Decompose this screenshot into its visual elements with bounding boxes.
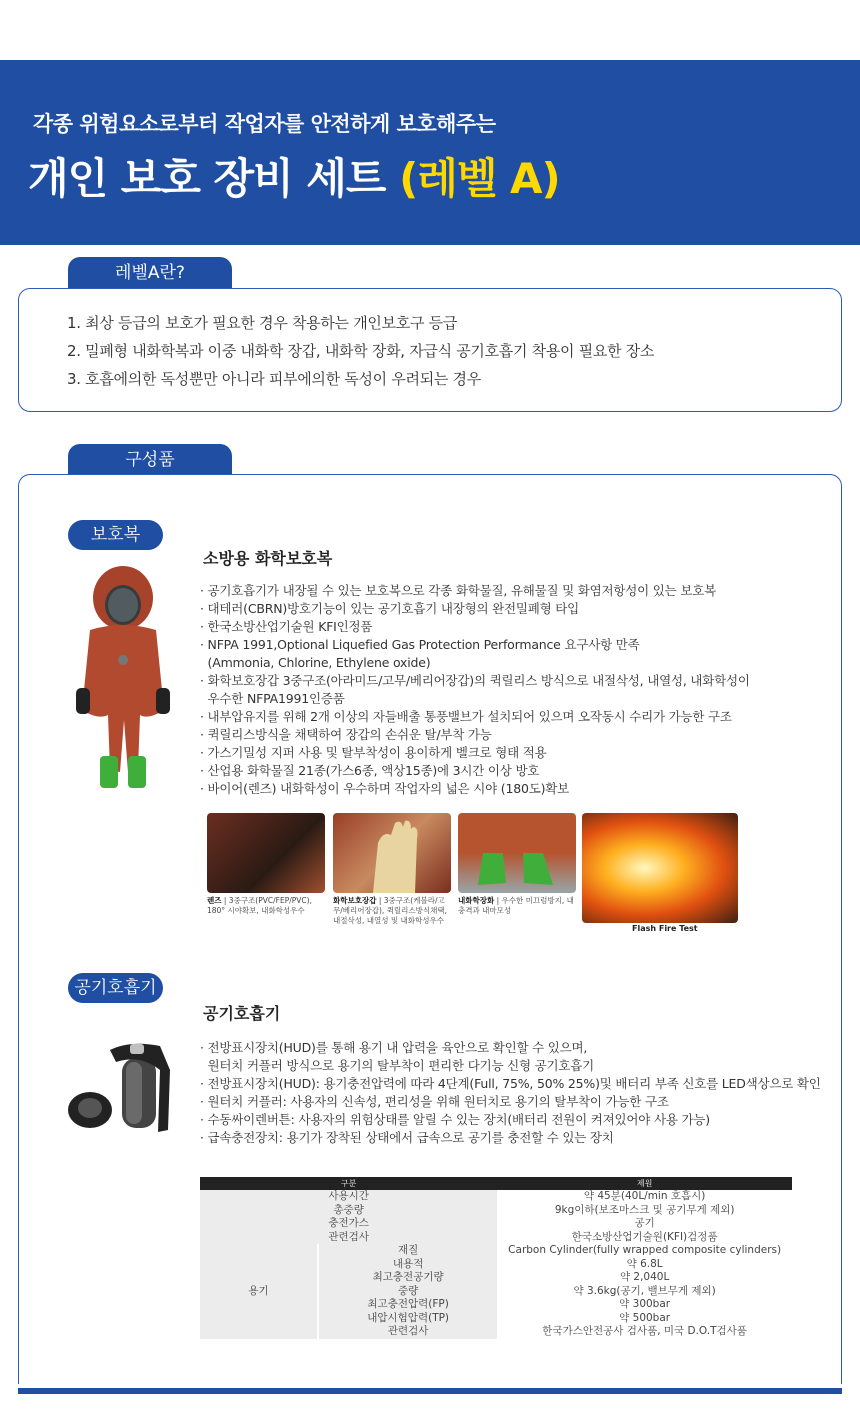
scba-bullet: · 수동싸이렌버튼: 사용자의 위험상태를 알릴 수 있는 장치(배터리 전원이 켜져있어야 사용 가능) [200, 1112, 710, 1127]
suit-bullet: · 퀵릴리스방식을 채택하여 장갑의 손쉬운 탈/부착 가능 [200, 727, 492, 742]
scba-bullet: · 전방표시장치(HUD): 용기충전압력에 따라 4단계(Full, 75%, 50% 25%)및 배터리 부족 신호를 LED색상으로 확인 [200, 1076, 821, 1091]
suit-bullet: · 한국소방산업기술원 KFI인정품 [200, 619, 373, 634]
lens-caption [207, 896, 327, 916]
suit-title: 소방용 화학보호복 [203, 549, 333, 568]
lens-photo [207, 813, 325, 893]
table-row [200, 1231, 792, 1245]
level-a-box [18, 288, 842, 412]
level-a-list [67, 309, 654, 393]
spec-label: 재질 [318, 1244, 497, 1258]
scba-image [60, 1040, 190, 1140]
spec-value: 약 500bar [619, 1311, 671, 1324]
spec-value: 한국소방산업기술원(KFI)검정품 [571, 1230, 718, 1243]
boot-caption [458, 896, 576, 916]
suit-bullet: · 바이어(렌즈) 내화학성이 우수하며 작업자의 넓은 시야 (180도)확보 [200, 781, 570, 796]
components-tab: 구성품 [68, 444, 232, 476]
hero-title-highlight: (레벨 A) [399, 154, 560, 203]
suit-bullet: · 산업용 화학물질 21종(가스6종, 액상15종)에 3시간 이상 방호 [200, 763, 540, 778]
spec-label: 관련검사 [200, 1231, 497, 1245]
spec-value: 한국가스안전공사 검사품, 미국 D.O.T검사품 [542, 1325, 747, 1337]
table-row [200, 1204, 792, 1218]
spec-label: 최고충전압력(FP) [318, 1298, 497, 1312]
spec-head-value: 제원 [497, 1177, 792, 1190]
suit-bullet-list [200, 582, 750, 798]
scba-bullet-list [200, 1039, 821, 1147]
hero-title-main: 개인 보호 장비 세트 [28, 154, 386, 203]
suit-bullet: (Ammonia, Chlorine, Ethylene oxide) [200, 655, 431, 670]
suit-bullet: · 공기호흡기가 내장될 수 있는 보호복으로 각종 화학물질, 유해물질 및 화염저항성이 있는 보호복 [200, 583, 716, 598]
spec-value: 약 45분(40L/min 호흡시) [583, 1190, 706, 1202]
spec-value: 9kg이하(보조마스크 및 공기무게 제외) [554, 1203, 735, 1216]
hero-banner [0, 60, 860, 245]
glove-caption-title: 화학보호장갑 [333, 896, 377, 905]
spec-table-header [200, 1177, 792, 1190]
table-row [200, 1217, 792, 1231]
bottom-divider [18, 1388, 842, 1394]
spec-value: 약 2,040L [619, 1271, 670, 1283]
spec-label: 사용시간 [200, 1190, 497, 1204]
flash-fire-caption: Flash Fire Test [632, 924, 698, 933]
table-row [200, 1244, 792, 1258]
lens-caption-text: | 3중구조(PVC/FEP/PVC), 180° 시야확보, 내화학성우수 [207, 896, 312, 915]
hero-subtitle: 각종 위험요소로부터 작업자를 안전하게 보호해주는 [33, 112, 496, 136]
level-a-item: 1. 최상 등급의 보호가 필요한 경우 착용하는 개인보호구 등급 [67, 314, 458, 332]
suit-bullet: · NFPA 1991,Optional Liquefied Gas Protection Performance 요구사항 만족 [200, 637, 640, 652]
suit-bullet: · 대테러(CBRN)방호기능이 있는 공기호흡기 내장형의 완전밀폐형 타입 [200, 601, 580, 616]
boot-caption-title: 내화학장화 [458, 896, 495, 905]
level-a-item: 2. 밀폐형 내화학복과 이중 내화학 장갑, 내화학 장화, 자급식 공기호흡기 착용이 필요한 장소 [67, 342, 655, 360]
glove-caption-text: | 3중구조(케블라/고무/베리어장갑), 퀵릴리스방식채택, 내절삭성, 내열성 및 내화학성우수 [333, 896, 448, 925]
scba-bullet: · 원터치 커플러: 사용자의 신속성, 편리성을 위해 원터치로 용기의 탈부착이 가능한 구조 [200, 1094, 669, 1109]
flash-fire-photo [582, 813, 738, 923]
glove-caption [333, 896, 453, 926]
spec-label: 내압시험압력(TP) [318, 1312, 497, 1326]
level-a-item: 3. 호흡에의한 독성뿐만 아니라 피부에의한 독성이 우려되는 경우 [67, 370, 481, 388]
spec-label: 총중량 [200, 1204, 497, 1218]
scba-bullet: · 급속충전장치: 용기가 장착된 상태에서 급속으로 공기를 충전할 수 있는 장치 [200, 1130, 614, 1145]
spec-value: Carbon Cylinder(fully wrapped composite cylinders) [508, 1244, 782, 1256]
spec-label: 최고충전공기량 [318, 1271, 497, 1285]
boot-icon [458, 813, 576, 893]
spec-value: 약 300bar [619, 1298, 671, 1310]
level-a-tab: 레벨A란? [68, 257, 232, 289]
spec-label: 관련검사 [318, 1325, 497, 1339]
spec-head-category: 구분 [200, 1177, 497, 1190]
hero-title [28, 146, 560, 206]
boot-caption-text: | 우수한 미끄럼방지, 내충격과 내마모성 [458, 896, 574, 915]
lens-caption-title: 렌즈 [207, 896, 222, 905]
scba-badge: 공기호흡기 [68, 973, 163, 1003]
suit-badge: 보호복 [68, 520, 163, 550]
suit-bullet: · 화학보호장갑 3중구조(아라미드/고무/베리어장갑)의 퀵릴리스 방식으로 내절삭성, 내열성, 내화학성이 [200, 673, 750, 688]
spec-label: 충전가스 [200, 1217, 497, 1231]
suit-bullet: · 내부압유지를 위해 2개 이상의 자들배출 통풍밸브가 설치되어 있으며 오작동시 수리가 가능한 구조 [200, 709, 732, 724]
spec-label: 내용적 [318, 1258, 497, 1272]
spec-group-label: 용기 [200, 1244, 318, 1339]
glove-icon [333, 813, 451, 893]
spec-label: 중량 [318, 1285, 497, 1299]
scba-title: 공기호흡기 [203, 1004, 281, 1023]
spec-table [200, 1177, 792, 1339]
spec-value: 공기 [634, 1217, 655, 1229]
glove-photo [333, 813, 451, 893]
spec-value: 약 6.8L [626, 1257, 663, 1270]
boot-photo [458, 813, 576, 893]
scba-bullet: 원터치 커플러 방식으로 용기의 탈부착이 편리한 다기능 신형 공기호흡기 [200, 1058, 594, 1073]
table-row [200, 1190, 792, 1204]
chemical-suit-image [68, 560, 178, 790]
suit-bullet: 우수한 NFPA1991인증품 [200, 691, 345, 706]
suit-bullet: · 가스기밀성 지퍼 사용 및 탈부착성이 용이하게 벨크로 형태 적용 [200, 745, 547, 760]
spec-value: 약 3.6kg(공기, 밸브무게 제외) [573, 1284, 716, 1297]
scba-bullet: · 전방표시장치(HUD)를 통해 용기 내 압력을 육안으로 확인할 수 있으며, [200, 1040, 588, 1055]
